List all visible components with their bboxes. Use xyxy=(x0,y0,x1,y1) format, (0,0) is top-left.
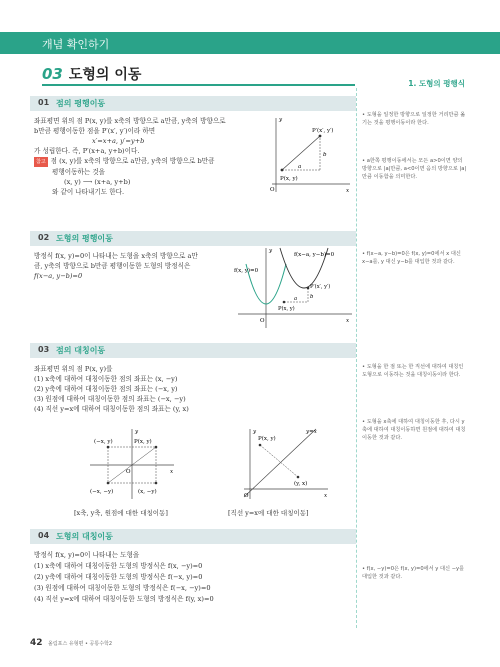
sidenote: • 도형을 일정한 방향으로 일정한 거리만큼 옮기는 것을 평행이동이라 한다. xyxy=(362,112,466,127)
graph-label: f(x, y)=0 xyxy=(234,268,259,274)
list-item: (3) 원점에 대하여 대칭이동한 점의 좌표는 (−x, −y) xyxy=(34,395,186,403)
sidenote: • f(x, −y)=0은 f(x, y)=0에서 y 대신 −y를 대입한 것과 같다. xyxy=(362,566,465,581)
formula: x′=x+a, y′=y+b xyxy=(92,137,145,145)
header-label: 개념 확인하기 xyxy=(42,38,110,51)
graph-label: y xyxy=(269,248,273,254)
text-line: 가 성립한다. 즉, P′(x+a, y+b)이다. xyxy=(34,147,140,155)
graph-label: (−x, −y) xyxy=(90,489,114,495)
section-01-body xyxy=(34,116,254,197)
section-title: 점의 평행이동 xyxy=(56,99,106,108)
graph-figure-translation xyxy=(232,244,354,330)
sidenote: • 도형을 x축에 대하여 대칭이동한 후, 다시 y축에 대하여 대칭이동하면 원점에 대하여 대칭이동한 것과 같다. xyxy=(362,419,466,442)
section-04-header xyxy=(30,529,356,544)
list-item: (4) 직선 y=x에 대하여 대칭이동한 점의 좌표는 (y, x) xyxy=(34,405,189,413)
section-02-body xyxy=(34,251,249,281)
graph-label: b xyxy=(323,152,327,158)
graph-label: O xyxy=(260,318,265,324)
graph-label: a xyxy=(298,164,302,170)
graph-label: O xyxy=(126,469,131,475)
section-01-header xyxy=(30,96,356,111)
list-item: (1) x축에 대하여 대칭이동한 도형의 방정식은 f(x, −y)=0 xyxy=(34,562,203,570)
section-number: 01 xyxy=(38,98,50,107)
graph-axis-symmetry xyxy=(86,425,176,500)
graph-label: P(x, y) xyxy=(280,176,298,182)
left-margin xyxy=(0,54,28,667)
graph-label: P′(x′, y′) xyxy=(312,128,334,134)
section-title: 도형의 평행이동 xyxy=(56,234,113,243)
section-number: 04 xyxy=(38,531,50,540)
text-line: b만큼 평행이동한 점을 P′(x′, y′)이라 하면 xyxy=(34,127,156,135)
caption: [직선 y=x에 대한 대칭이동] xyxy=(228,509,309,517)
sidenote: • 도형을 한 점 또는 한 직선에 대하여 대칭인 도형으로 이동하는 것을 대칭이동이라 한다. xyxy=(362,364,464,379)
list-item: (1) x축에 대하여 대칭이동한 점의 좌표는 (x, −y) xyxy=(34,375,178,383)
graph-label: P(x, y) xyxy=(278,306,295,312)
sidenote: • a한쪽 평행이동에서는 모든 a>0이면 양의 방향으로 |a|만큼, a<0이면 음의 방향으로 |a|만큼 이동함을 의미한다. xyxy=(362,158,467,181)
graph-label: b xyxy=(310,294,314,300)
graph-label: P(x, y) xyxy=(134,439,152,445)
book-title: 올림포스 유형편 • 공통수학2 xyxy=(48,641,113,647)
caption: [x축, y축, 원점에 대한 대칭이동] xyxy=(74,509,168,517)
graph-label: x xyxy=(324,493,328,499)
text-line: 좌표평면 위의 점 P(x, y)를 xyxy=(34,365,113,373)
graph-label: x xyxy=(346,318,350,324)
note-tag: 참고 xyxy=(36,159,46,165)
note-line xyxy=(34,156,254,167)
list-item: (3) 원점에 대하여 대칭이동한 도형의 방정식은 f(−x, −y)=0 xyxy=(34,584,211,592)
section-title: 점의 대칭이동 xyxy=(56,346,106,355)
text-line: 큼, y축의 방향으로 b만큼 평행이동한 도형의 방정식은 xyxy=(34,262,191,270)
page-title xyxy=(42,64,141,84)
page-header xyxy=(0,32,500,54)
graph-label: P′(x′, y′) xyxy=(310,284,331,290)
graph-label: y xyxy=(135,429,139,435)
title-number: 03 xyxy=(42,65,63,83)
note-formula: (x, y) ⟶ (x+a, y+b) xyxy=(64,178,131,186)
title-underline xyxy=(42,84,355,86)
graph-label: O xyxy=(244,493,249,499)
section-number: 03 xyxy=(38,345,50,354)
graph-label: a xyxy=(294,296,298,302)
graph-point-translation xyxy=(262,114,352,196)
section-title: 도형의 대칭이동 xyxy=(56,532,113,541)
graph-label: (x, −y) xyxy=(138,489,157,495)
graph-label: O xyxy=(270,187,275,193)
graph-label: x xyxy=(170,469,174,475)
graph-label: (−x, y) xyxy=(94,439,113,445)
graph-line-symmetry xyxy=(240,425,330,500)
text-line: 방정식 f(x, y)=0이 나타내는 도형을 x축의 방향으로 a만 xyxy=(34,252,198,260)
section-number: 02 xyxy=(38,233,50,242)
note-text: 점 (x, y)를 x축의 방향으로 a만큼, y축의 방향으로 b만큼 xyxy=(50,157,215,165)
top-bar xyxy=(0,0,500,10)
list-item: (2) y축에 대하여 대칭이동한 도형의 방정식은 f(−x, y)=0 xyxy=(34,573,203,581)
list-item: (2) y축에 대하여 대칭이동한 점의 좌표는 (−x, y) xyxy=(34,385,178,393)
graph-label: P(x, y) xyxy=(258,436,276,442)
text-line: 방정식 f(x, y)=0이 나타내는 도형을 xyxy=(34,551,140,559)
section-04-body xyxy=(34,550,344,605)
section-03-header xyxy=(30,343,356,358)
title-text: 도형의 이동 xyxy=(68,67,142,83)
graph-label: x xyxy=(346,188,350,194)
note-line: 와 같이 나타내기도 한다. xyxy=(52,188,125,196)
page-number: 42 xyxy=(30,638,43,648)
graph-label: (y, x) xyxy=(294,481,308,487)
sidenote: • f(x−a, y−b)=0은 f(x, y)=0에서 x 대신 x−a를, y 대신 y−b를 대입한 것과 같다. xyxy=(362,251,461,266)
section-03-body xyxy=(34,364,334,414)
graph-label: y xyxy=(253,429,257,435)
sidebar-subhead: 1. 도형의 평행식 xyxy=(408,79,465,88)
note-line: 평행이동하는 것을 xyxy=(52,168,106,176)
graph-label: y=x xyxy=(306,429,317,435)
graph-label: y xyxy=(279,117,283,123)
graph-label: f(x−a, y−b)=0 xyxy=(294,252,335,258)
list-item: (4) 직선 y=x에 대하여 대칭이동한 도형의 방정식은 f(y, x)=0 xyxy=(34,595,214,603)
text-line: 좌표평면 위의 점 P(x, y)를 x축의 방향으로 a만큼, y축의 방향으로 xyxy=(34,117,226,125)
formula: f(x−a, y−b)=0 xyxy=(34,272,83,280)
